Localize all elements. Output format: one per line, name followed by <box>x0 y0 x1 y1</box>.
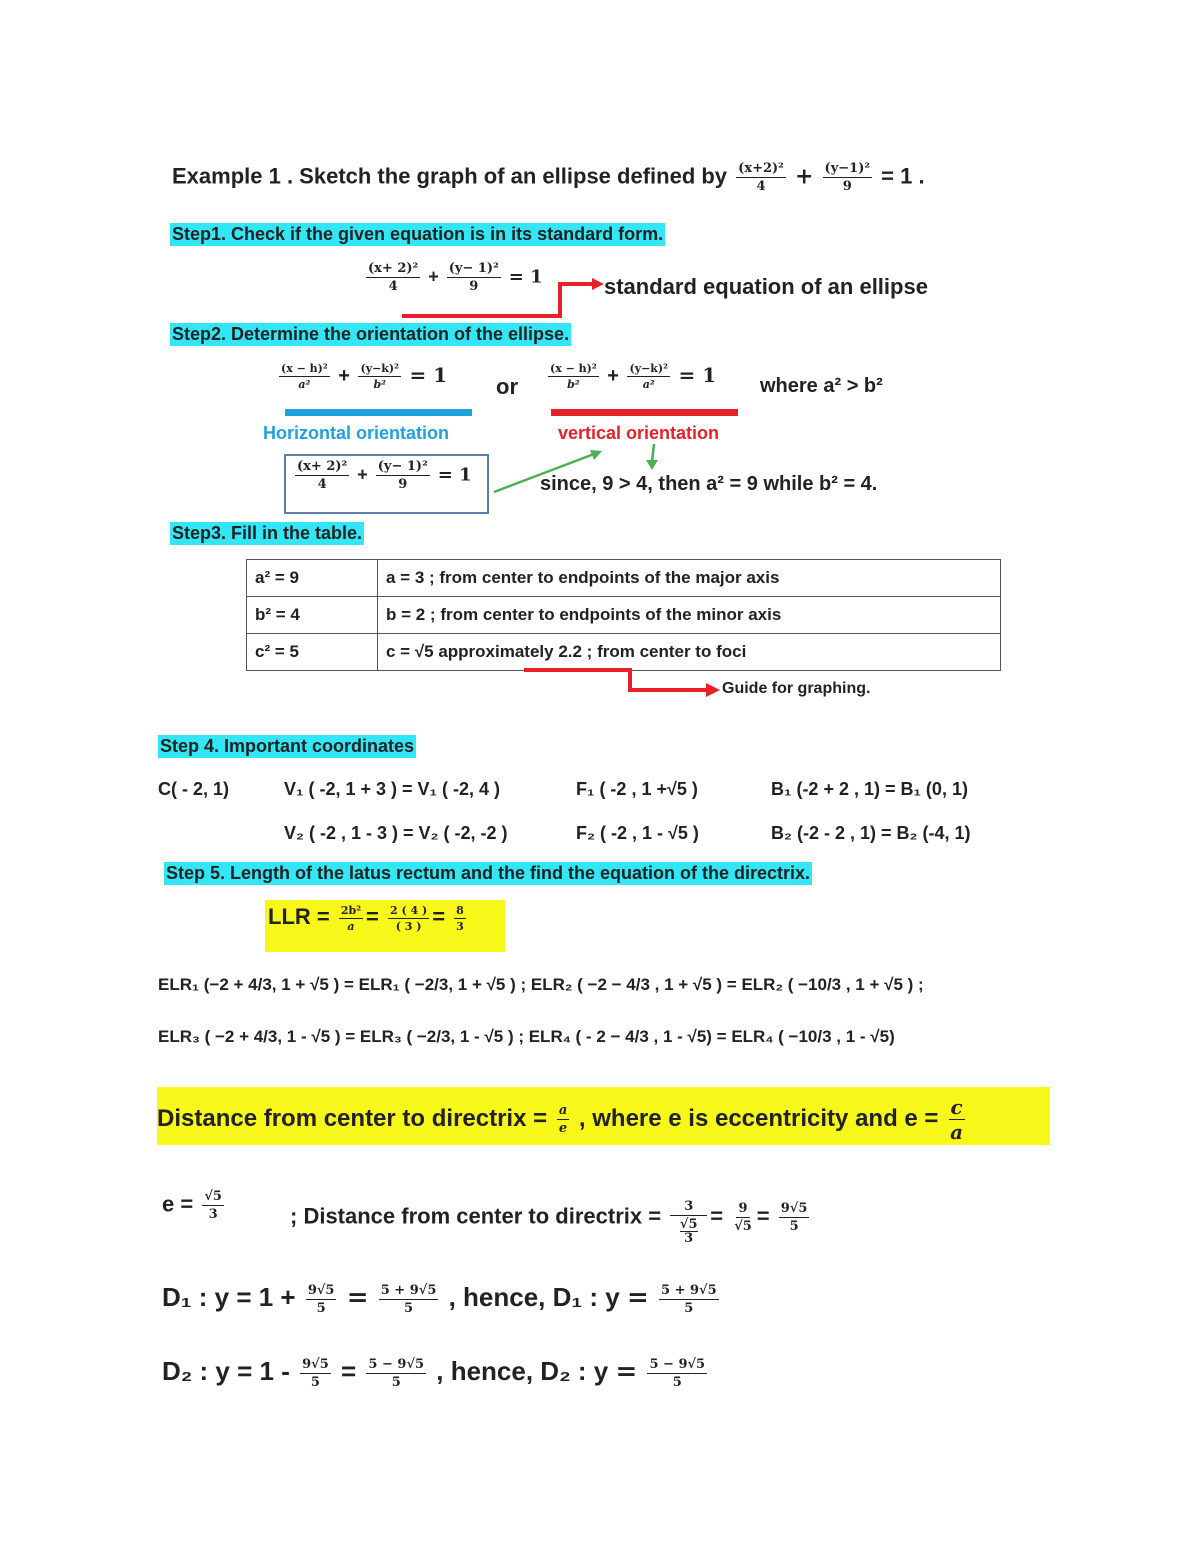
step1-note: standard equation of an ellipse <box>604 274 928 299</box>
dist-frac-3: $\frac{9√5}{5}$ <box>780 1201 808 1234</box>
step2-horizontal-eq: $\frac{\text{(x − h)²}}{\text{a²}}$ + $\frac{\text{(y−k)²}}{\text{b²}}$ = 1 <box>281 362 448 392</box>
guide-red-arrow <box>522 664 722 700</box>
step2-heading: Step2. Determine the orientation of the ellipse. <box>172 324 570 344</box>
distance-calc: ; Distance from center to directrix = 3 √5 3 = $\frac{9}{√5}$ = $\frac{9√5}{5}$ <box>290 1199 808 1246</box>
h-frac-1: $\frac{\text{(x − h)²}}{\text{a²}}$ <box>281 362 328 392</box>
horizontal-underline <box>285 409 472 416</box>
dist-frac-2: $\frac{9}{√5}$ <box>734 1201 752 1234</box>
directrix-d1: D₁ : y = 1 + $\frac{9√5}{5}$ = $\frac{5 + 9√5}{5}$ , hence, D₁ : y = $\frac{5 + 9√5}{5}$ <box>162 1282 717 1316</box>
box-frac-2: $\frac{\text{(y− 1)²}}{9}$ <box>377 459 428 492</box>
h-frac-2: $\frac{\text{(y−k)²}}{\text{b²}}$ <box>360 362 399 392</box>
eccentricity: e = $\frac{√5}{3}$ <box>162 1189 222 1222</box>
llr-frac-1: $\frac{\text{2b²}}{a}$ <box>340 903 362 933</box>
step1-equation: $\frac{\text{(x+ 2)²}}{4}$ + $\frac{\text{(y− 1)²}}{9}$ = 1 <box>368 261 543 294</box>
step2-boxed-eq: $\frac{\text{(x+ 2)²}}{4}$ + $\frac{\text{(y− 1)²}}{9}$ = 1 <box>284 454 489 514</box>
llr-frac-3: $\frac{8}{3}$ <box>456 903 464 933</box>
guide-label: Guide for graphing. <box>722 680 871 697</box>
table-cell: b² = 4 <box>247 597 378 634</box>
step2-or: or <box>496 374 518 399</box>
example-title <box>172 162 925 193</box>
dist-frac-1: 3 √5 3 <box>670 1200 707 1245</box>
table-cell: c² = 5 <box>247 634 378 671</box>
directrix-d2: D₂ : y = 1 - $\frac{9√5}{5}$ = $\frac{5 - 9√5}{5}$ , hence, D₂ : y = $\frac{5 - 9√5}{5}$ <box>162 1356 706 1390</box>
focus-1: F₁ ( -2 , 1 +√5 ) <box>576 779 698 799</box>
table-row <box>247 597 1001 634</box>
vertical-underline <box>551 409 738 416</box>
d2-frac-2: $\frac{5 - 9√5}{5}$ <box>368 1356 425 1390</box>
e-frac: $\frac{√5}{3}$ <box>204 1189 222 1222</box>
vertical-label: vertical orientation <box>558 423 720 443</box>
table-row <box>247 560 1001 597</box>
d1-frac-2: $\frac{5 + 9√5}{5}$ <box>380 1282 437 1316</box>
vertex-1: V₁ ( -2, 1 + 3 ) = V₁ ( -2, 4 ) <box>284 779 500 799</box>
step4-heading: Step 4. Important coordinates <box>160 736 415 756</box>
elr-line-2: ELR₃ ( −2 + 4/3, 1 - √5 ) = ELR₃ ( −2/3, 1 - √5 ) ; ELR₄ ( - 2 − 4/3 , 1 - √5) = ELR₄ ( −10/3 , 1 - √5) <box>158 1027 895 1046</box>
example-frac-1: $\frac{\text{(x+2)²}}{4}$ <box>738 161 784 194</box>
example-title-text: Example 1 . Sketch the graph of an ellipse defined by <box>172 163 728 189</box>
step1-heading: Step1. Check if the given equation is in its standard form. <box>172 224 664 244</box>
center-coord: C( - 2, 1) <box>158 779 230 799</box>
a-over-e: $\frac{a}{e}$ <box>558 1103 568 1136</box>
step1-frac-2: $\frac{\text{(y− 1)²}}{9}$ <box>448 261 499 294</box>
table-cell: a² = 9 <box>247 560 378 597</box>
table-cell: c = √5 approximately 2.2 ; from center to foci <box>378 634 1001 671</box>
d2-frac-1: $\frac{9√5}{5}$ <box>302 1356 329 1390</box>
step5-heading: Step 5. Length of the latus rectum and the find the equation of the directrix. <box>166 863 811 883</box>
example-plus: + <box>794 163 814 190</box>
table-cell: a = 3 ; from center to endpoints of the major axis <box>378 560 1001 597</box>
vertex-2: V₂ ( -2 , 1 - 3 ) = V₂ ( -2, -2 ) <box>284 823 508 843</box>
step1-red-arrow <box>400 276 605 322</box>
step1-frac-1: $\frac{\text{(x+ 2)²}}{4}$ <box>368 261 419 294</box>
directrix-banner: Distance from center to directrix = $\frac{a}{e}$ , where e is eccentricity and e = $\frac{c}{a}$ <box>157 1087 1050 1145</box>
covertex-2: B₂ (-2 - 2 , 1) = B₂ (-4, 1) <box>771 823 971 843</box>
elr-line-1: ELR₁ (−2 + 4/3, 1 + √5 ) = ELR₁ ( −2/3, 1 + √5 ) ; ELR₂ ( −2 − 4/3 , 1 + √5 ) = ELR₂ ( −10/3 , 1 + √5 ) ; <box>158 975 924 994</box>
focus-2: F₂ ( -2 , 1 - √5 ) <box>576 823 699 843</box>
step2-since: since, 9 > 4, then a² = 9 while b² = 4. <box>540 473 878 495</box>
example-frac-2: $\frac{\text{(y−1)²}}{9}$ <box>824 161 871 194</box>
fill-table <box>246 559 1001 671</box>
llr-formula: LLR = $\frac{\text{2b²}}{a}$ = $\frac{2 ( 4 )}{( 3 )}$ = $\frac{8}{3}$ <box>265 900 505 952</box>
horizontal-label: Horizontal orientation <box>263 423 449 443</box>
table-cell: b = 2 ; from center to endpoints of the minor axis <box>378 597 1001 634</box>
llr-frac-2: $\frac{2 ( 4 )}{( 3 )}$ <box>389 903 428 933</box>
step3-heading: Step3. Fill in the table. <box>172 523 363 543</box>
step2-where: where a² > b² <box>760 375 883 397</box>
d1-frac-3: $\frac{5 + 9√5}{5}$ <box>661 1282 717 1316</box>
example-rhs: = 1 . <box>881 163 925 189</box>
d1-frac-1: $\frac{9√5}{5}$ <box>307 1282 335 1316</box>
step2-vertical-eq: $\frac{\text{(x − h)²}}{\text{b²}}$ + $\frac{\text{(y−k)²}}{\text{a²}}$ = 1 <box>550 362 717 392</box>
c-over-a: $\frac{c}{a}$ <box>950 1095 964 1144</box>
box-frac-1: $\frac{\text{(x+ 2)²}}{4}$ <box>297 459 348 492</box>
v-frac-2: $\frac{\text{(y−k)²}}{\text{a²}}$ <box>629 362 668 392</box>
covertex-1: B₁ (-2 + 2 , 1) = B₁ (0, 1) <box>771 779 968 799</box>
v-frac-1: $\frac{\text{(x − h)²}}{\text{b²}}$ <box>550 362 597 392</box>
step1-rhs: = 1 <box>508 266 543 288</box>
d2-frac-3: $\frac{5 - 9√5}{5}$ <box>649 1356 706 1390</box>
